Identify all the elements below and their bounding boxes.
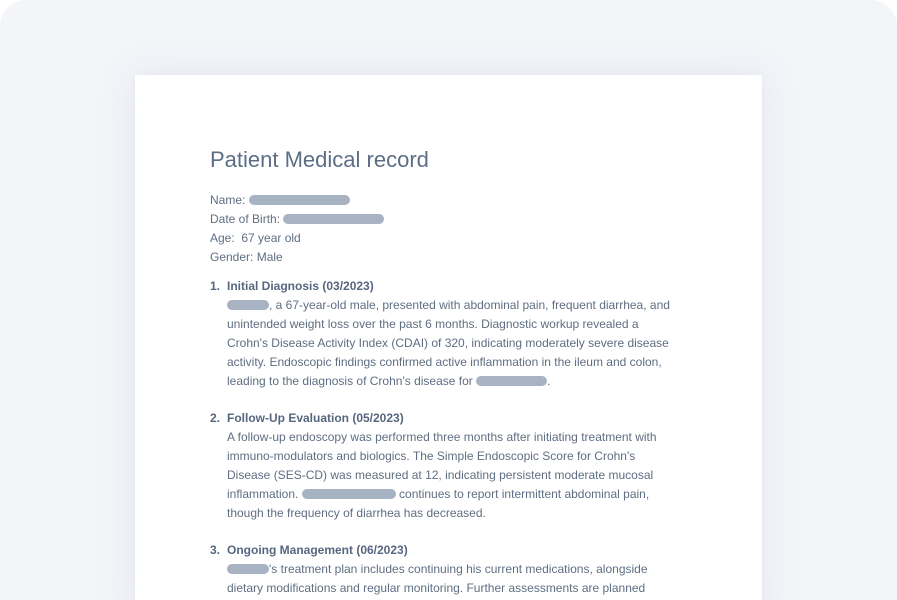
document-page [135, 75, 762, 600]
age-field [210, 229, 670, 248]
document-content [210, 145, 670, 600]
gender-label: Gender: [210, 250, 254, 264]
section-text: 's treatment plan includes continuing his current medications, alongside dietary modifications and regular monitoring. Further assessments are planned [227, 562, 648, 595]
section-title: Initial Diagnosis (03/2023) [227, 279, 374, 293]
section-text: , a 67-year-old male, presented with abdominal pain, frequent diarrhea, and unintended weight loss over the past 6 months. Diagnostic workup revealed a Crohn's Disease Activity Index (CDAI) of 320, indicating moderately severe disease activity. Endoscopic findings confirmed active inflammation in the ileum and colon, leading to the diagnosis of Crohn's disease for [227, 298, 670, 388]
patient-fields [210, 191, 670, 267]
section-number: 2. [210, 411, 221, 425]
section-initial-diagnosis [210, 277, 670, 391]
dob-label: Date of Birth: [210, 212, 281, 226]
section-follow-up [210, 409, 670, 523]
redacted-dob [283, 214, 384, 224]
name-field [210, 191, 670, 210]
section-body [227, 428, 670, 523]
section-heading [210, 409, 670, 428]
dob-field [210, 210, 670, 229]
section-text-end: . [547, 374, 551, 388]
section-heading [210, 277, 670, 296]
gender-value: Male [256, 250, 283, 264]
section-title: Ongoing Management (06/2023) [227, 543, 408, 557]
section-title: Follow-Up Evaluation (05/2023) [227, 411, 404, 425]
section-heading [210, 541, 670, 560]
section-number: 1. [210, 279, 221, 293]
section-ongoing-management [210, 541, 670, 598]
age-label: Age: [210, 231, 235, 245]
redacted-patient-name [227, 300, 269, 310]
name-label: Name: [210, 193, 246, 207]
section-number: 3. [210, 543, 221, 557]
redacted-patient-name [302, 489, 396, 499]
section-text: A follow-up endoscopy was performed three months after initiating treatment with immuno-modulators and biologics. The Simple Endoscopic Score for Crohn's Disease (SES-CD) was measured at 12, indicating persistent moderate mucosal inflammation. [227, 430, 657, 501]
section-text-end: continues to report intermittent abdominal pain, though the frequency of diarrhea has decreased. [227, 487, 650, 520]
age-value: 67 year old [241, 231, 301, 245]
redacted-patient-name [476, 376, 547, 386]
section-body [227, 560, 670, 598]
page-title: Patient Medical record [210, 147, 429, 172]
section-body [227, 296, 670, 391]
redacted-patient-name [227, 564, 269, 574]
gender-field [210, 248, 670, 267]
redacted-name [249, 195, 350, 205]
